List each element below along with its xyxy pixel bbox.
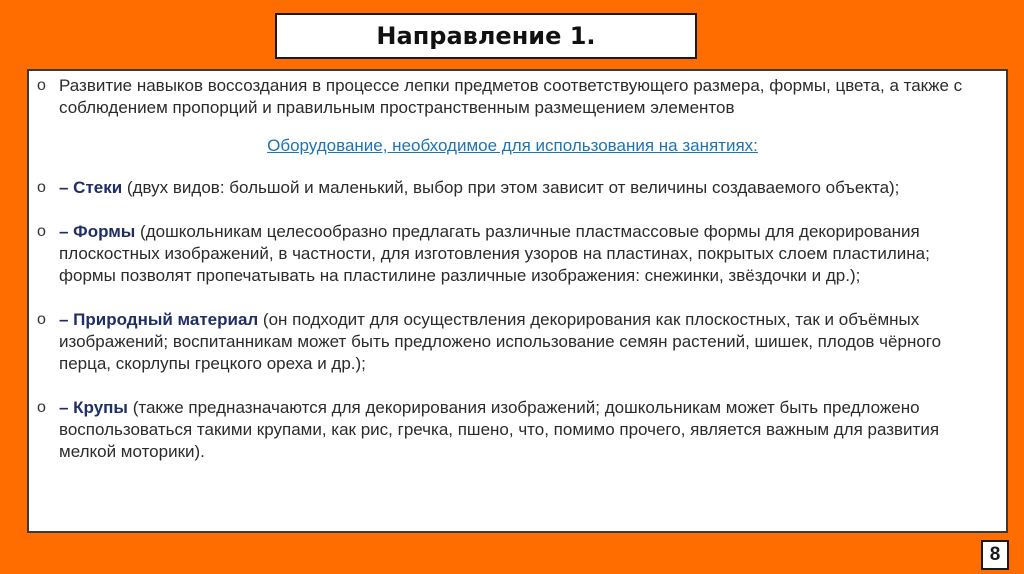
equipment-heading[interactable]: Оборудование, необходимое для использования на занятиях:	[267, 136, 758, 155]
item-description: (двух видов: большой и маленький, выбор при этом зависит от величины создаваемого объекта);	[122, 178, 900, 197]
list-item	[37, 221, 988, 287]
list-item-text	[59, 397, 988, 463]
item-term: – Крупы	[59, 398, 128, 417]
content-panel	[27, 69, 1008, 533]
item-term: – Стеки	[59, 178, 123, 197]
page-number: 8	[981, 540, 1009, 570]
spacer	[37, 287, 988, 309]
intro-text: Развитие навыков воссоздания в процессе лепки предметов соответствующего размера, формы, цвета, а также с соблюдением пропорций и правильным пространственным размещением элементов	[59, 76, 963, 117]
list-item	[37, 177, 988, 199]
item-description: (также предназначаются для декорирования изображений; дошкольникам может быть предложено воспользоваться такими крупами, как рис, гречка, пшено, что, помимо прочего, является важным для развития мелкой моторики).	[59, 398, 940, 461]
list-item-text	[59, 309, 988, 375]
spacer	[37, 199, 988, 221]
item-description: (дошкольникам целесообразно предлагать различные пластмассовые формы для декорирования плоскостных изображений, в частности, для изготовления узоров на пластинах, покрытых слоем пластилина; формы позволят пропечатывать на пластилине различные изображения: снежинки, звёздочки и др.);	[59, 222, 930, 285]
slide-title: Направление 1.	[376, 22, 596, 50]
list-item	[37, 397, 988, 463]
list-item-text	[59, 177, 988, 199]
intro-item	[37, 75, 988, 119]
bullet-icon: o	[37, 179, 46, 196]
bullet-icon: o	[37, 311, 46, 328]
item-description: (он подходит для осуществления декорирования как плоскостных, так и объёмных изображений; воспитанникам может быть предложено использование семян растений, шишек, плодов чёрного перца, скорлупы грецкого ореха и др.);	[59, 310, 942, 373]
item-term: – Формы	[59, 222, 136, 241]
list-item-text	[59, 221, 988, 287]
bullet-icon: o	[37, 223, 46, 240]
bullet-icon: o	[37, 77, 46, 94]
list-item	[37, 309, 988, 375]
spacer	[37, 375, 988, 397]
title-box	[275, 13, 697, 59]
bullet-icon: o	[37, 399, 46, 416]
item-term: – Природный материал	[59, 310, 259, 329]
